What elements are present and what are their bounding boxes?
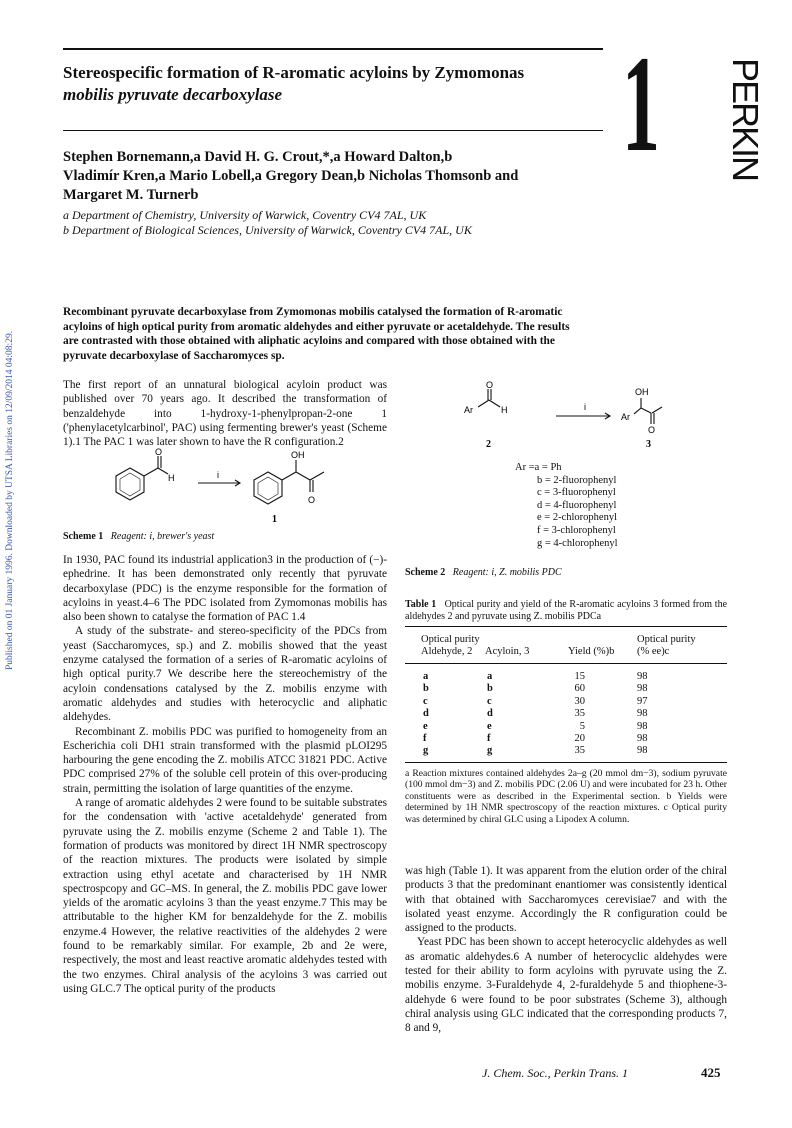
scheme-2-o-label: O	[486, 380, 494, 390]
table-row	[405, 721, 727, 733]
title-rule	[63, 130, 603, 131]
left-column-body	[63, 553, 387, 996]
authors-line-1: Stephen Bornemann,a David H. G. Crout,*,a Howard Dalton,b	[63, 149, 453, 165]
scheme-2-legend	[515, 462, 715, 550]
scheme-1-o-label: O	[155, 448, 163, 457]
scheme-2-reagent-i: i	[584, 402, 586, 412]
scheme-2-compound-2: 2	[486, 439, 491, 450]
table-cell: g	[487, 745, 493, 757]
scheme-1-label: Scheme 1	[63, 531, 104, 542]
table-1-caption-text: Optical purity and yield of the R-aromatic acyloins 3 formed from the aldehydes 2 and pyruvate using Z. mobilis PDCa	[405, 599, 728, 622]
table-1-caption	[405, 599, 727, 623]
table-cell: a	[423, 671, 429, 682]
header-optical-purity-1: Optical purity	[421, 634, 480, 645]
scheme-2-ar2-label: Ar	[621, 412, 630, 422]
table-cell: 97	[637, 695, 648, 707]
table-cell: d	[487, 708, 493, 720]
table-cell: 35	[574, 708, 585, 720]
abstract	[63, 305, 729, 363]
scheme-2-o2-label: O	[648, 425, 656, 435]
table-cell: 98	[637, 732, 648, 744]
table-row	[405, 671, 727, 683]
scheme-2-diagram	[450, 380, 710, 455]
abstract-line-3: are contrasted with those obtained with aliphatic acyloins and compared with those obtained with the	[63, 335, 555, 348]
table-bottom-rule	[405, 762, 727, 763]
scheme-2-ar-label: Ar	[464, 405, 473, 415]
perkin-logo	[622, 27, 766, 181]
table-cell: c	[487, 695, 492, 707]
scheme-1-oh-label: OH	[291, 450, 305, 460]
left-column-top	[63, 378, 387, 449]
scheme-2-compound-3: 3	[646, 439, 651, 450]
right-column-body	[405, 864, 727, 1036]
legend-item: b = 2-fluorophenyl	[537, 474, 617, 486]
title-line-2: mobilis pyruvate decarboxylase	[63, 85, 283, 104]
publication-sidebar-note: Published on 01 January 1996. Downloaded by UTSA Libraries on 12/09/2014 04:08:29.	[5, 330, 15, 670]
scheme-2-h-label: H	[501, 405, 508, 415]
scheme-2-reagent: Reagent: i, Z. mobilis PDC	[452, 567, 562, 578]
table-header-rule	[405, 663, 727, 664]
table-row	[405, 696, 727, 708]
paragraph: The first report of an unnatural biological acyloin product was published over 70 years ago. It described the transformation of benzaldehyde into 1-hydroxy-1-phenylpropan-2-one 1 ('phenylacetylcarbinol', PAC) using fermenting brewer's yeast (Scheme 1).1 The PAC 1 was later shown to have the R configuration.2	[63, 379, 387, 449]
abstract-line-2: acyloins of high optical purity from aromatic aldehydes and either pyruvate or acetaldehyde. The results	[63, 320, 570, 333]
table-cell: 98	[637, 671, 648, 682]
header-yield: Yield (%)b	[568, 646, 615, 657]
table-cell: 98	[637, 720, 648, 732]
authors-line-2: Vladimír Kren,a Mario Lobell,a Gregory Dean,b Nicholas Thomsonb and	[63, 168, 519, 184]
legend-item: f = 3-chlorophenyl	[537, 524, 616, 536]
table-cell: b	[423, 683, 429, 695]
affiliation-a: a Department of Chemistry, University of Warwick, Coventry CV4 7AL, UK	[63, 208, 427, 222]
legend-item: c = 3-fluorophenyl	[537, 487, 616, 499]
table-cell: a	[487, 671, 493, 682]
perkin-number: 1	[622, 27, 660, 180]
table-cell: f	[487, 732, 491, 744]
scheme-1-diagram	[100, 448, 350, 528]
scheme-2-oh-label: OH	[635, 387, 649, 397]
table-cell: c	[423, 695, 428, 707]
table-cell: 20	[574, 732, 585, 744]
affiliation-b: b Department of Biological Sciences, University of Warwick, Coventry CV4 7AL, UK	[63, 223, 472, 237]
table-cell: 5	[579, 720, 585, 732]
table-cell: 98	[637, 745, 648, 757]
paragraph: In 1930, PAC found its industrial application3 in the production of (−)-ephedrine. It has been demonstrated only recently that pyruvate decarboxylase (PDC) is the enzyme responsible for the formation of acyloins in yeast.4–6 The PDC isolated from Zymomonas mobilis has also been shown to catalyse the formation of PAC 1.4	[63, 554, 387, 624]
scheme-1-reagent-i: i	[217, 470, 219, 480]
scheme-1-o2-label: O	[308, 495, 316, 505]
paragraph: A study of the substrate- and stereo-specificity of the PDCs from yeast (Saccharomyces, sp.) and Z. mobilis showed that the yeast enzyme catalysed the formation of a series of R-aromatic acyloins of high optical purity.7 We describe here the stereochemistry of the acyloin condensations catalysed by the Z. mobilis enzyme with aromatic aldehydes and studies with heterocyclic and aliphatic aldehydes.	[63, 625, 387, 724]
scheme-1-h-label: H	[168, 473, 175, 483]
table-cell: d	[423, 708, 429, 720]
table-top-rule	[405, 626, 727, 627]
paragraph: Recombinant Z. mobilis PDC was purified to homogeneity from an Escherichia coli DH1 strain transformed with the plasmid pLOI295 harbouring the gene encoding the Z. mobilis ATCC 31821 PDC. Active PDC comprised 27% of the soluble cell protein of this over-producing strain, permitting the isolation of large quantities of the enzyme.	[63, 725, 387, 795]
table-row	[405, 708, 727, 720]
scheme-1-reagent: Reagent: i, brewer's yeast	[110, 531, 215, 542]
table-cell: b	[487, 683, 493, 695]
journal-footer: J. Chem. Soc., Perkin Trans. 1	[482, 1066, 628, 1080]
paragraph: was high (Table 1). It was apparent from the elution order of the chiral products 3 that the predominant enantiomer was consistently identical with that obtained with Saccharomyces cerevisiae7 and with the isolated yeast enzyme. Accordingly the R configuration could be assigned to the products.	[405, 865, 727, 935]
scheme-2-label: Scheme 2	[405, 567, 446, 578]
table-cell: 60	[574, 683, 585, 695]
table-cell: 15	[574, 671, 585, 682]
legend-item: Ar =a = Ph	[515, 462, 562, 473]
table-cell: 98	[637, 708, 648, 720]
scheme-1-compound-1: 1	[272, 514, 277, 525]
author-list	[63, 148, 563, 205]
header-ee: (% ee)c	[637, 646, 670, 657]
page-number: 425	[701, 1065, 721, 1080]
table-1-footnote: a Reaction mixtures contained aldehydes 2a–g (20 mmol dm−3), sodium pyruvate (100 mmol dm−3) and Z. mobilis PDC (2.06 U) and were incubated for 23 h. Other constituents were as described in the Experimental section. b Yields were determined by 1H NMR spectroscopy of the reaction mixtures. c Optical purity was determined by chiral GLC using a Lipodex A column.	[405, 768, 727, 825]
table-cell: 98	[637, 683, 648, 695]
table-cell: g	[423, 745, 429, 757]
legend-item: g = 4-chlorophenyl	[537, 537, 618, 549]
paragraph: A range of aromatic aldehydes 2 were found to be suitable substrates for the condensation with 'active acetaldehyde' generated from pyruvate using the Z. mobilis enzyme (Scheme 2 and Table 1). The formation of products was monitored by direct 1H NMR spectroscopy of the reaction mixtures. The products were isolated by simple extraction using ethyl acetate and characterised by 1H NMR spectrospcopy and GC–MS. In general, the Z. mobilis PDC gave lower yields of the aromatic acyloins 3 than the yeast enzyme.7 This may be attributable to the higher KM for benzaldehyde for the Z. mobilis enzyme.4 However, the relative reactivities of the aldehydes 2 were found to be remarkably similar. For example, 2b and 2e were, respectively, the most and least reactive aromatic aldehydes tested with the two enzymes. Chiral analysis of the acyloins 3 was carried out using GLC.7 The optical purity of the products	[63, 797, 387, 995]
perkin-wordmark: PERKIN	[725, 58, 766, 181]
table-cell: e	[487, 720, 492, 732]
legend-item: d = 4-fluorophenyl	[537, 499, 617, 511]
header-optical-purity-2: Optical purity	[637, 634, 696, 645]
legend-item: e = 2-chlorophenyl	[537, 512, 617, 524]
abstract-line-1: Recombinant pyruvate decarboxylase from Zymomonas mobilis catalysed the formation of R-aromatic	[63, 306, 563, 318]
table-row	[405, 733, 727, 745]
table-body	[405, 671, 727, 758]
authors-line-3: Margaret M. Turnerb	[63, 187, 199, 203]
table-cell: 35	[574, 745, 585, 757]
paragraph: Yeast PDC has been shown to accept heterocyclic aldehydes as well as aromatic aldehydes.6 A number of heterocyclic aldehydes were tested for their ability to form acyloins with pyruvate using the Z. mobilis enzyme. 3-Furaldehyde 4, 2-furaldehyde 5 and thiophene-3-aldehyde 6 were found to be poor substrates (Scheme 3), although chiral analysis using GLC indicated that the corresponding products 7, 8 and 9,	[405, 936, 727, 1035]
abstract-line-4: pyruvate decarboxylase of Saccharomyces sp.	[63, 349, 285, 362]
table-cell: e	[423, 720, 428, 732]
scheme-2-caption	[405, 567, 725, 579]
table-1-label: Table 1	[405, 599, 437, 610]
table-row	[405, 683, 727, 695]
top-rule	[63, 48, 603, 50]
table-cell: f	[423, 732, 427, 744]
table-row	[405, 745, 727, 757]
article-title	[63, 62, 583, 106]
title-line-1: Stereospecific formation of R-aromatic acyloins by Zymomonas	[63, 63, 525, 82]
header-acyloin: Acyloin, 3	[485, 646, 530, 657]
scheme-1-caption	[63, 531, 387, 543]
table-cell: 30	[574, 695, 585, 707]
header-aldehyde: Aldehyde, 2	[421, 646, 473, 657]
